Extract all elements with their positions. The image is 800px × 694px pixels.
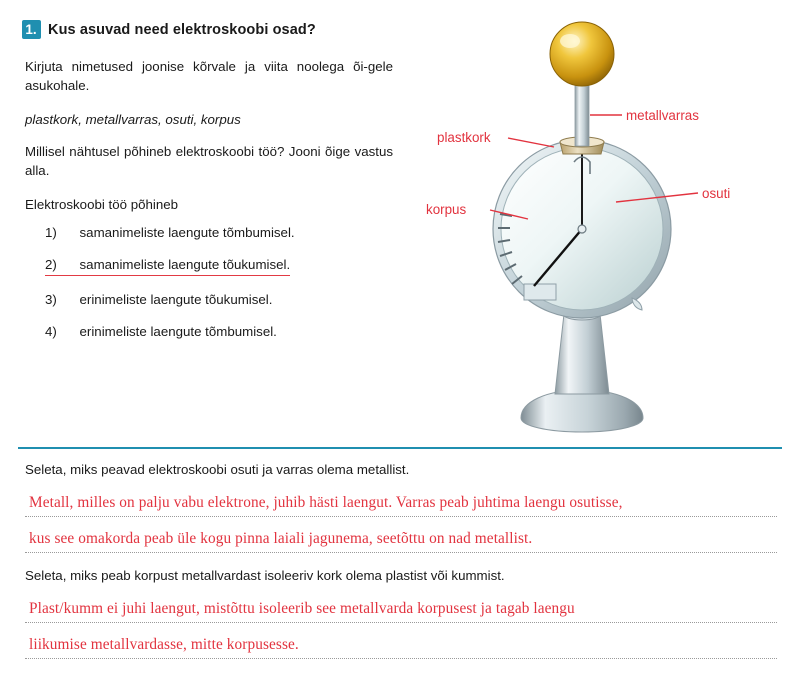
- answer-1-line-1[interactable]: [25, 488, 777, 517]
- options-list: [25, 224, 393, 341]
- answer-1-text-1: Metall, milles on palju vabu elektrone, juhib hästi laengut. Varras peab juhtima laengu osutisse,: [29, 494, 623, 511]
- terms-list: plastkork, metallvarras, osuti, korpus: [25, 111, 241, 127]
- label-metallvarras: metallvarras: [626, 108, 699, 123]
- option-1-number: 1): [45, 224, 57, 240]
- label-plastkork: plastkork: [437, 130, 491, 145]
- option-3[interactable]: [25, 291, 393, 308]
- answer-1-line-2[interactable]: [25, 524, 777, 553]
- question-header: [22, 20, 316, 39]
- label-osuti: osuti: [702, 186, 731, 201]
- question-number: 1.: [22, 20, 41, 39]
- answer-block-2: [25, 568, 777, 666]
- electroscope-drawing: [404, 14, 796, 438]
- option-3-number: 3): [45, 292, 57, 308]
- answer-2-line-2[interactable]: [25, 630, 777, 659]
- option-4-number: 4): [45, 324, 57, 340]
- option-4-label: erinimeliste laengute tõmbumisel.: [79, 324, 277, 340]
- option-2-number: 2): [45, 256, 57, 272]
- option-4[interactable]: [25, 323, 393, 340]
- answer-1-prompt: Seleta, miks peavad elektroskoobi osuti ja varras olema metallist.: [25, 462, 410, 477]
- question-text-column: [25, 58, 393, 356]
- answer-2-text-2: liikumise metallvardasse, mitte korpusesse.: [29, 636, 299, 653]
- option-3-label: erinimeliste laengute tõukumisel.: [79, 292, 273, 308]
- answer-1-text-2: kus see omakorda peab üle kogu pinna laiali jagunema, seetõttu on nad metallist.: [29, 530, 533, 547]
- options-lead: Elektroskoobi töö põhineb: [25, 196, 179, 212]
- instruction-paragraph: Kirjuta nimetused joonise kõrvale ja viita noolega õi-gele asukohale.: [25, 59, 393, 93]
- answer-2-line-1[interactable]: [25, 594, 777, 623]
- section-divider: [18, 447, 782, 449]
- answer-2-prompt: Seleta, miks peab korpust metallvardast isoleeriv kork olema plastist või kummist.: [25, 568, 505, 583]
- option-2[interactable]: [25, 256, 393, 276]
- answer-2-text-1: Plast/kumm ei juhi laengut, mistõttu isoleerib see metallvarda korpusest ja tagab laengu: [29, 600, 575, 617]
- page-title: Kus asuvad need elektroskoobi osad?: [48, 21, 316, 38]
- electroscope-illustration: [404, 14, 796, 438]
- option-1-label: samanimeliste laengute tõmbumisel.: [79, 224, 295, 240]
- subquestion-paragraph: Millisel nähtusel põhineb elektroskoobi töö? Jooni õige vastus alla.: [25, 143, 393, 178]
- option-2-label: samanimeliste laengute tõukumisel.: [79, 256, 291, 272]
- label-korpus: korpus: [426, 202, 467, 217]
- answer-block-1: [25, 462, 777, 560]
- option-1[interactable]: [25, 224, 393, 241]
